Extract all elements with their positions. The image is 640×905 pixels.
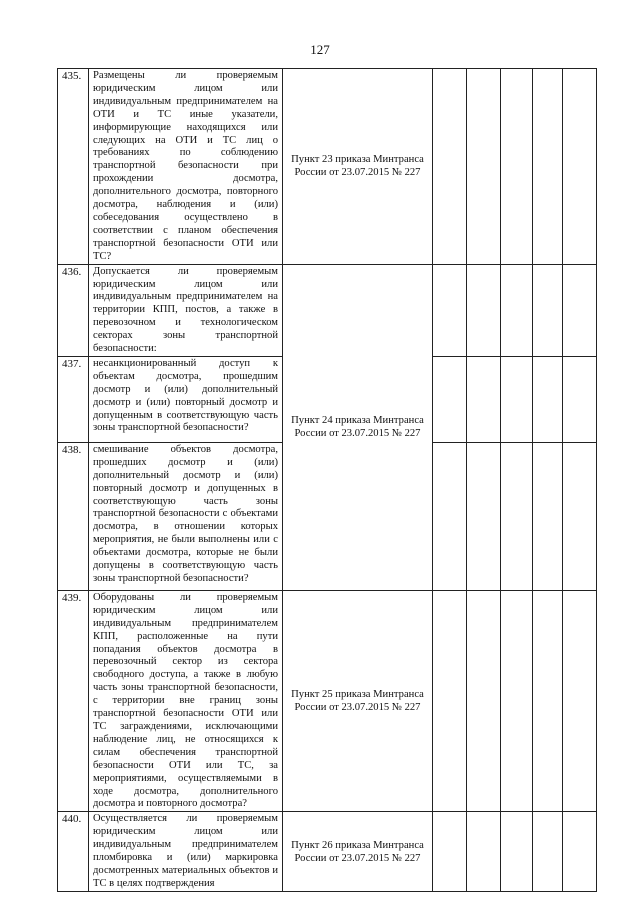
answer-cell[interactable] (433, 590, 467, 811)
page-number: 127 (310, 42, 330, 57)
answer-cell[interactable] (467, 812, 501, 891)
row-number: 438. (58, 442, 89, 590)
answer-cell[interactable] (433, 69, 467, 265)
answer-cell[interactable] (467, 264, 501, 356)
answer-cell[interactable] (501, 812, 533, 891)
answer-cell[interactable] (433, 812, 467, 891)
answer-cell[interactable] (501, 264, 533, 356)
answer-cell[interactable] (533, 590, 563, 811)
answer-cell[interactable] (533, 442, 563, 590)
row-number: 437. (58, 356, 89, 442)
answer-cell[interactable] (501, 442, 533, 590)
answer-cell[interactable] (433, 264, 467, 356)
answer-cell[interactable] (501, 356, 533, 442)
table-row (58, 69, 597, 265)
checklist-table (57, 68, 597, 892)
answer-cell[interactable] (467, 356, 501, 442)
table-row (58, 812, 597, 891)
row-number: 440. (58, 812, 89, 891)
table-row (58, 590, 597, 811)
answer-cell[interactable] (467, 590, 501, 811)
answer-cell[interactable] (563, 812, 597, 891)
answer-cell[interactable] (467, 69, 501, 265)
row-number: 439. (58, 590, 89, 811)
answer-cell[interactable] (533, 264, 563, 356)
answer-cell[interactable] (563, 590, 597, 811)
question-text: Допускается ли проверяемым юридическим лицом или индивидуальным предпринимателем на территории КПП, постов, а также в перевозочном и технологическом секторах зоны транспортной безопасности: (89, 264, 283, 356)
answer-cell[interactable] (501, 590, 533, 811)
table-row (58, 264, 597, 356)
answer-cell[interactable] (563, 356, 597, 442)
row-number: 436. (58, 264, 89, 356)
question-text: Размещены ли проверяемым юридическим лицом или индивидуальным предпринимателем на ОТИ и ТС иные указатели, информирующие находящихся или следующих на ОТИ и ТС лиц о требованиях по соблюдению транспортной безопасности при прохождении досмотра, дополнительного досмотра, повторного досмотра, наблюдения и (или) собеседования осуществлено в соответствии с планом обеспечения транспортной безопасности ОТИ или ТС? (89, 69, 283, 265)
answer-cell[interactable] (563, 69, 597, 265)
answer-cell[interactable] (467, 442, 501, 590)
legal-reference: Пункт 24 приказа Минтранса России от 23.07.2015 № 227 (283, 264, 433, 590)
question-text: смешивание объектов досмотра, прошедших досмотр и (или) дополнительный досмотр и (или) повторный досмотр и допущенных в соответствующую часть зоны транспортной безопасности с объектами досмотра, в отношении которых мероприятия, не были выполнены или с объектами досмотра, которые не были допущены в соответствующую часть зоны транспортной безопасности? (89, 442, 283, 590)
answer-cell[interactable] (563, 442, 597, 590)
answer-cell[interactable] (501, 69, 533, 265)
answer-cell[interactable] (533, 812, 563, 891)
answer-cell[interactable] (533, 356, 563, 442)
legal-reference: Пункт 23 приказа Минтранса России от 23.07.2015 № 227 (283, 69, 433, 265)
legal-reference: Пункт 25 приказа Минтранса России от 23.07.2015 № 227 (283, 590, 433, 811)
answer-cell[interactable] (433, 356, 467, 442)
legal-reference: Пункт 26 приказа Минтранса России от 23.07.2015 № 227 (283, 812, 433, 891)
row-number: 435. (58, 69, 89, 265)
question-text: Оборудованы ли проверяемым юридическим лицом или индивидуальным предпринимателем КПП, расположенные на пути попадания объектов досмотра в перевозочный сектор из сектора свободного доступа, а также в любую часть зоны транспортной безопасности, с территории вне границ зоны транспортной безопасности ОТИ или ТС заграждениями, исключающими наблюдение лиц, не относящихся к силам обеспечения транспортной безопасности ОТИ или ТС, за мероприятиями, осуществляемыми в ходе досмотра, дополнительного досмотра и повторного досмотра? (89, 590, 283, 811)
answer-cell[interactable] (533, 69, 563, 265)
question-text: несанкционированный доступ к объектам досмотра, прошедшим досмотр и (или) дополнительный досмотр и (или) повторный досмотр и допущенным в соответствующую часть зоны транспортной безопасности? (89, 356, 283, 442)
answer-cell[interactable] (433, 442, 467, 590)
question-text: Осуществляется ли проверяемым юридическим лицом или индивидуальным предпринимателем пломбировка и (или) маркировка досмотренных материальных объектов и ТС в целях подтверждения (89, 812, 283, 891)
answer-cell[interactable] (563, 264, 597, 356)
